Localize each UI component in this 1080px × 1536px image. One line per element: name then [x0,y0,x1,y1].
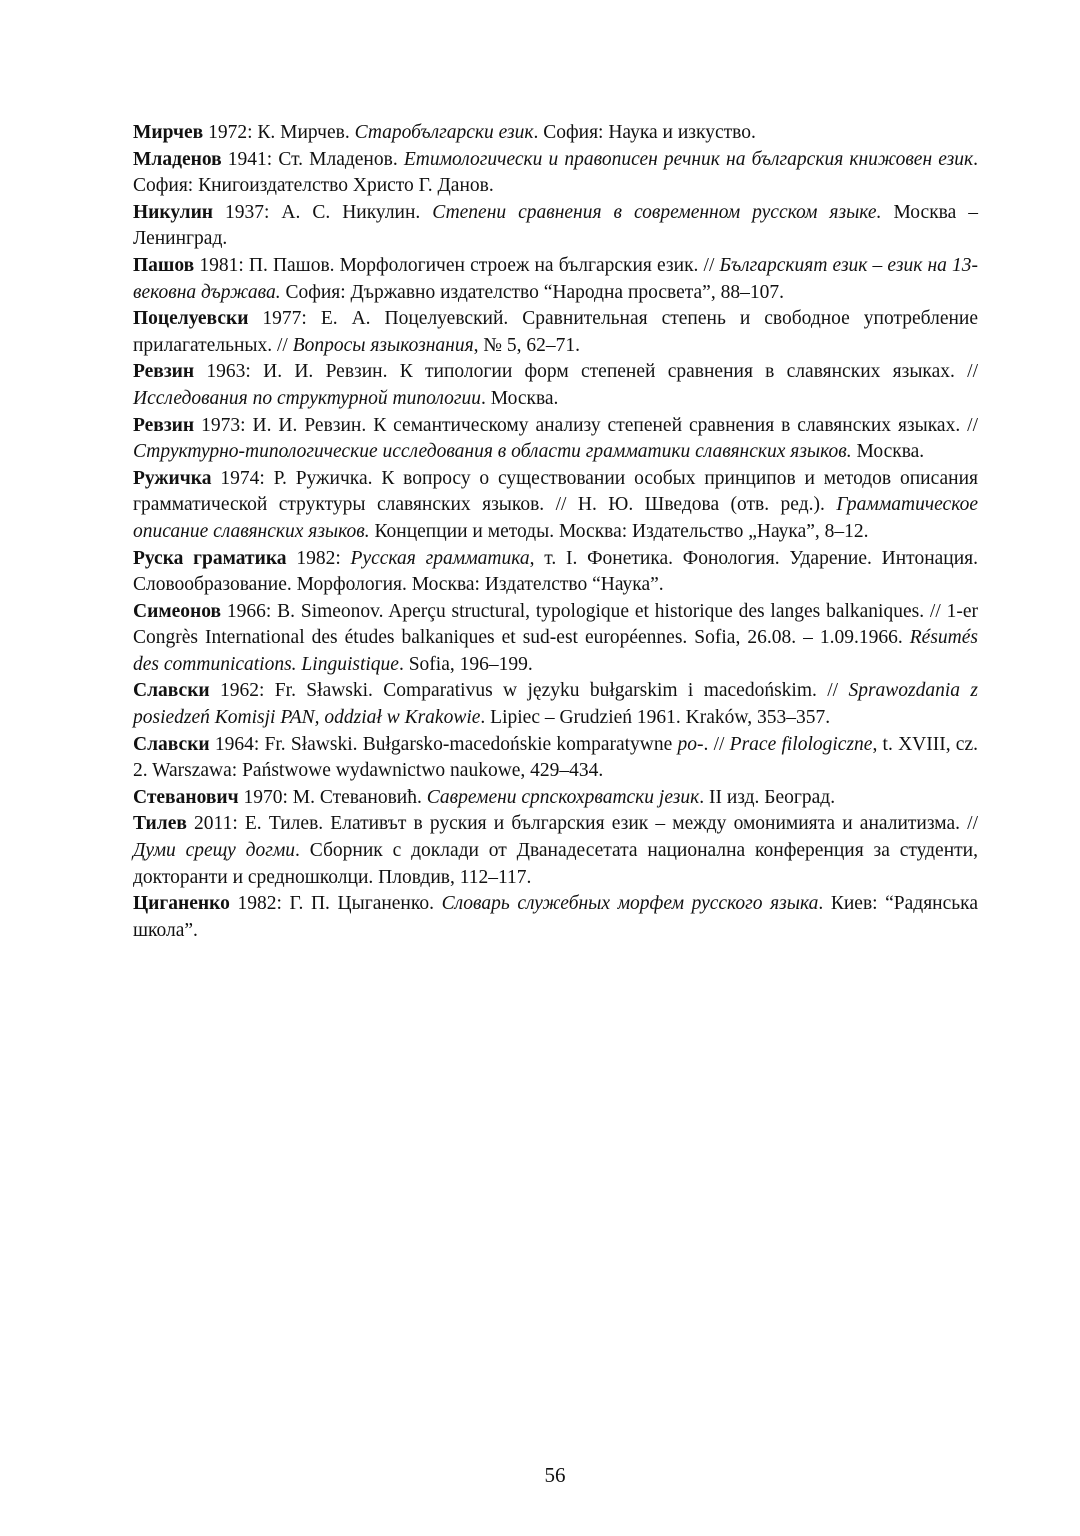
entry-text: . Киев: “Радянська школа”. [133,893,979,941]
bibliography-entry [133,546,978,599]
entry-text: 1981: П. Пашов. Морфологичен строеж на българския език. // [194,254,720,276]
bibliography-entry [133,120,978,147]
entry-text: Концепции и методы. Москва: Издательство „Наука”, 8–12. [369,520,869,542]
entry-text: . Sofia, 196–199. [398,653,533,675]
entry-text: 2011: Е. Тилев. Елативът в руския и българския език – между омонимията и аналитизма. // [186,813,978,835]
entry-text: . Москва. [480,387,559,409]
entry-author: Младенов [133,148,222,170]
entry-text: . София: Наука и изкуство. [533,122,756,143]
entry-author: Славски [133,733,210,755]
entry-title-italic: Степени сравнения в современном русском языке. [432,201,882,223]
entry-title-italic: Prace filologiczne [729,733,873,755]
bibliography-entry [133,466,978,546]
entry-text: 1966: B. Simeonov. Aperçu structural, typologique et historique des langes balkaniques. // 1-er Congrès International des études balkaniques et sud-est européennes. Sofia, 26.08. – 1.09.1966. [133,600,978,649]
entry-author: Ревзин [133,361,195,383]
entry-author: Симеонов [133,600,222,622]
page-number: 56 [544,1463,566,1487]
bibliography-entry [133,413,978,466]
entry-title-italic: Структурно-типологические исследования в области грамматики славянских языков. [133,441,852,463]
entry-title-italic: Думи срещу догми [133,840,296,862]
entry-text: 1962: Fr. Sławski. Comparativus w języku bułgarskim i macedońskim. // [209,680,849,702]
entry-text: . II изд. Београд. [699,786,836,808]
entry-author: Стеванович [133,786,239,808]
entry-text: . София: Книгоиздателство Христо Г. Данов. [133,148,978,197]
entry-text: София: Държавно издателство “Народна просвета”, 88–107. [280,281,784,303]
bibliography-list [133,120,978,944]
bibliography-entry [133,147,978,200]
entry-title-italic: po- [677,733,704,755]
entry-text: 1937: А. С. Никулин. [213,201,433,223]
entry-text: . Сборник с доклади от Дванадесетата национална конференция за студенти, докторанти и средношколци. Пловдив, 112–117. [133,840,978,888]
entry-author: Поцелуевски [133,308,249,330]
entry-text: Москва. [851,441,925,463]
entry-text: 1977: Е. А. Поцелуевский. Сравнительная степень и свободное употребление прилагательных. // [133,308,978,356]
entry-title-italic: Sprawozdania z posiedzeń Komisji PAN, oddział w Krakowie [133,680,978,729]
bibliography-entry [133,306,978,359]
entry-text: 1982: Г. П. Цыганенко. [229,893,442,915]
entry-text: 1941: Ст. Младенов. [221,148,404,170]
entry-text: 1963: И. И. Ревзин. К типологии форм степеней сравнения в славянских языках. // [194,361,978,383]
entry-text: 1974: Р. Ружичка. К вопросу о существовании особых принципов и методов описания грамматической структуры славянских языков. // Н. Ю. Шведова (отв. ред.). [133,467,978,516]
entry-title-italic: Résumés des communications. Linguistique [133,627,978,675]
bibliography-entry [133,891,978,944]
entry-author: Мирчев [133,122,204,143]
bibliography-entry [133,811,978,891]
entry-title-italic: Словарь служебных морфем русского языка [441,893,819,915]
entry-text: 1973: И. И. Ревзин. К семантическому анализу степеней сравнения в славянских языках. // [194,414,978,436]
entry-author: Пашов [133,254,195,276]
entry-title-italic: Русская грамматика [350,547,530,569]
entry-text: . Lipiec – Grudzień 1961. Kraków, 353–357. [480,707,831,729]
entry-text: , т. I. Фонетика. Фонология. Ударение. Интонация. Словообразование. Морфология. Москва: Издателство “Наука”. [133,547,979,596]
entry-author: Тилев [133,813,187,835]
entry-text: Москва – Ленинград. [133,201,978,250]
bibliography-entry [133,785,978,812]
bibliography-entry [133,599,978,679]
entry-title-italic: Исследования по структурной типологии [133,387,481,409]
entry-text: 1982: [286,547,351,569]
entry-title-italic: Савремени српскохрватски језик [426,786,700,808]
entry-title-italic: Старобългарски език [354,122,534,143]
entry-title-italic: Етимологически и правописен речник на българския книжовен език [403,148,974,170]
entry-text: . // [703,733,730,755]
entry-text: , t. XVIII, cz. 2. Warszawa: Państwowe wydawnictwo naukowe, 429–434. [133,733,978,782]
bibliography-entry [133,253,978,306]
entry-author: Ревзин [133,414,195,436]
entry-author: Никулин [133,201,214,223]
entry-author: Циганенко [133,893,230,915]
bibliography-entry [133,359,978,412]
entry-title-italic: Грамматическое описание славянских языков. [133,494,978,542]
bibliography-entry [133,732,978,785]
bibliography-entry [133,200,978,253]
entry-text: , № 5, 62–71. [473,334,580,356]
entry-author: Руска граматика [133,547,287,569]
entry-text: 1964: Fr. Sławski. Bułgarsko-macedońskie komparatywne [209,733,678,755]
entry-text: 1970: М. Стевановић. [238,786,427,808]
entry-text: 1972: К. Мирчев. [203,122,355,143]
entry-author: Славски [133,680,210,702]
entry-title-italic: Българският език – език на 13-вековна държава. [133,254,978,303]
entry-title-italic: Вопросы языкознания [292,334,474,356]
entry-author: Ружичка [133,467,212,489]
bibliography-entry [133,678,978,731]
